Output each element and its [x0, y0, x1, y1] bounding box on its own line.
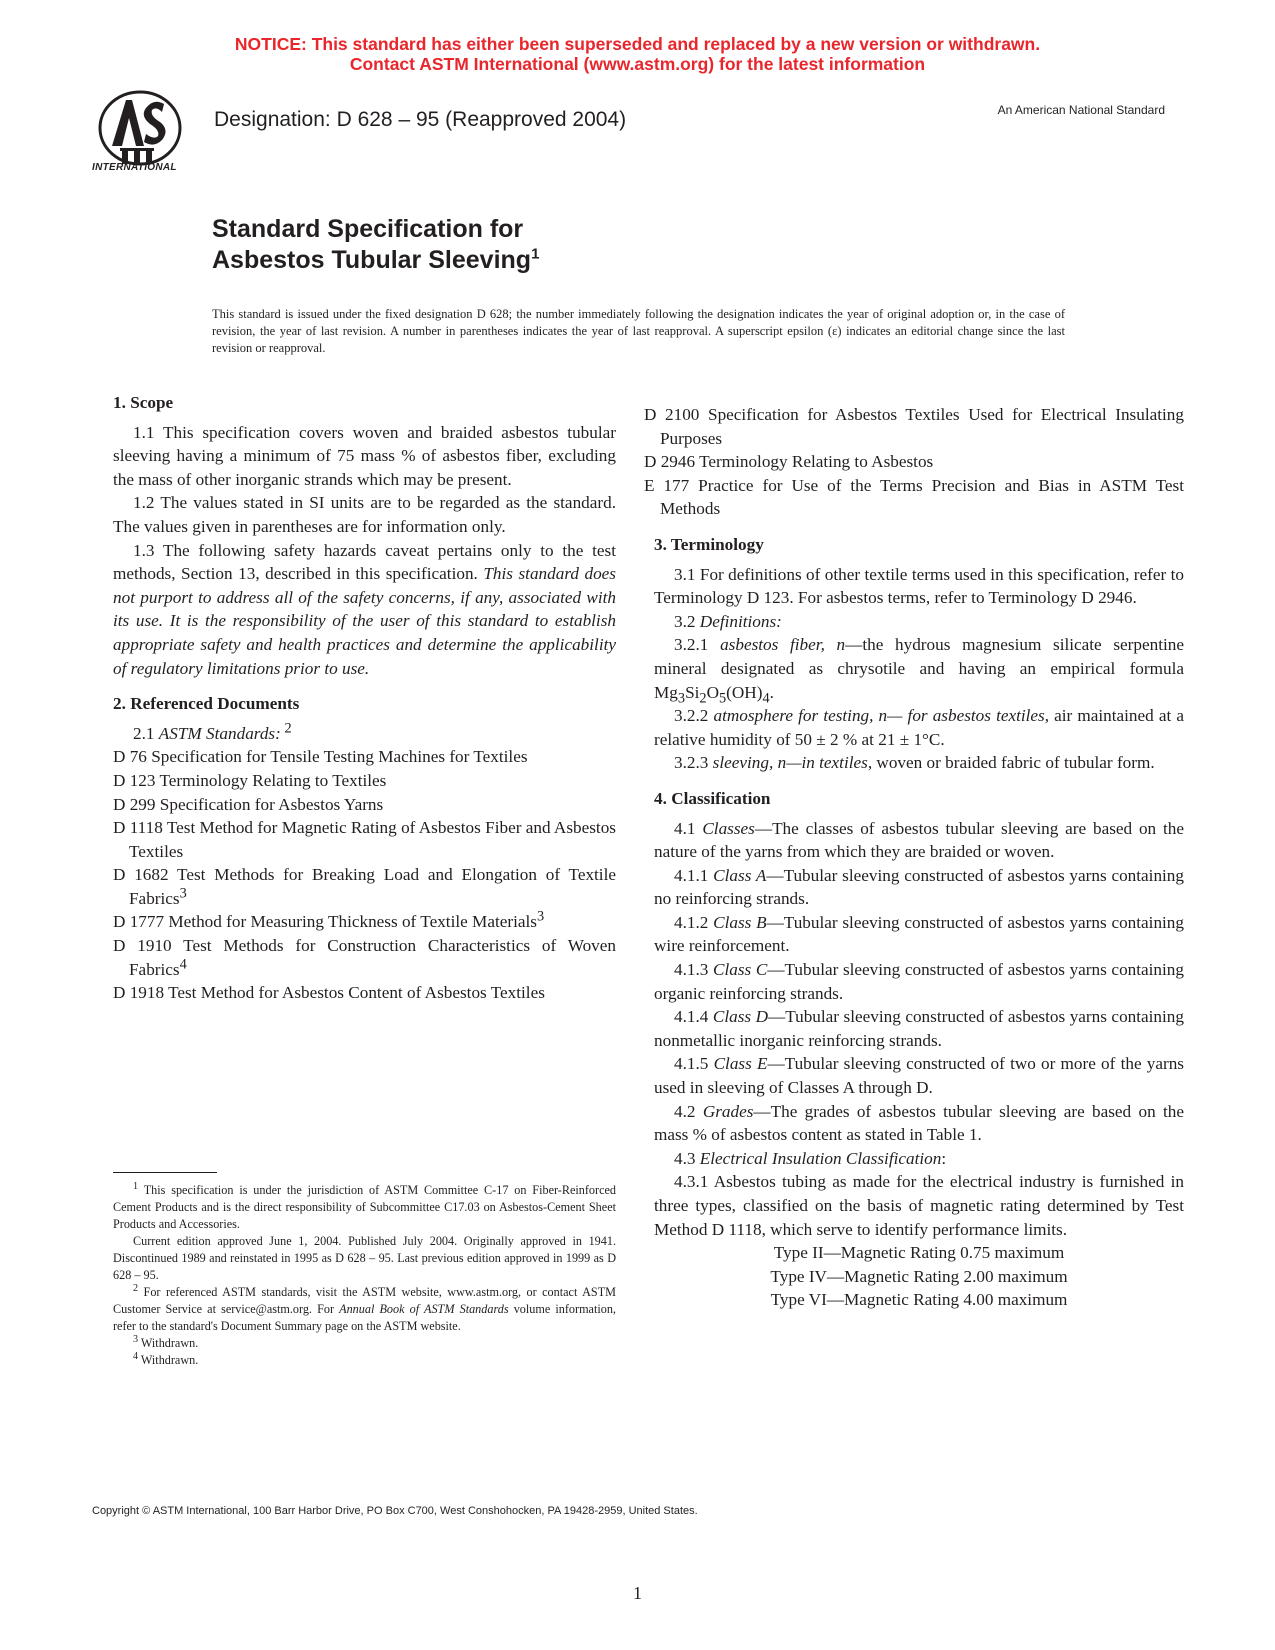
footnote-ref: 3 — [536, 908, 545, 925]
class-item — [654, 864, 1184, 911]
definition — [654, 704, 1184, 751]
paragraph: 1.1 This specification covers woven and braided asbestos tubular sleeving having a minimum of 75 mass % of asbestos fiber, excluding the mass of other inorganic strands which may be present. — [113, 422, 616, 489]
defined-term: atmosphere for testing — [713, 706, 870, 726]
class-label: Class B — [713, 912, 767, 932]
footnotes — [113, 1182, 616, 1369]
paragraph-text: —The classes of asbestos tubular sleeving are based on the nature of the yarns from which they are braided or woven. — [654, 818, 1184, 862]
title-footnote-ref: 1 — [531, 245, 540, 263]
chemical-formula: $Mg_3Si_2O_5(OH)_4$. — [654, 682, 774, 706]
paragraph-text: —The grades of asbestos tubular sleeving are based on the mass % of asbestos content as stated in Table 1. — [654, 1101, 1184, 1145]
clause-number: 4.1 — [674, 818, 703, 838]
class-item — [654, 911, 1184, 958]
logo-text: INTERNATIONAL — [92, 162, 177, 173]
designation: Designation: D 628 – 95 (Reapproved 2004) — [214, 108, 627, 131]
reference-text: D 299 Specification for Asbestos Yarns — [113, 794, 384, 814]
footnote: Current edition approved June 1, 2004. Published July 2004. Originally approved in 1941. Discontinued 1989 and reinstated in 1995 as D 628 – 95. Last previous edition approved in 1999 as D 628 – 95. — [113, 1234, 616, 1282]
class-item — [654, 958, 1184, 1005]
notice-line-2: Contact ASTM International (www.astm.org) for the latest information — [349, 54, 926, 74]
reference-text: D 1910 Test Methods for Construction Characteristics of Woven Fabrics — [113, 936, 616, 979]
clause-number: 3.2.2 — [674, 706, 714, 726]
title-line-2 — [212, 245, 539, 276]
footnote — [113, 1284, 616, 1335]
class-item — [654, 1052, 1184, 1099]
section-heading: 4. Classification — [654, 788, 771, 808]
footnote-marker: 3 — [133, 1333, 139, 1345]
footnote-marker: 1 — [133, 1180, 139, 1192]
section-heading: 2. Referenced Documents — [113, 694, 300, 714]
class-description: —Tubular sleeving constructed of asbestos yarns containing wire reinforcement. — [654, 912, 1184, 956]
reference-text: D 123 Terminology Relating to Textiles — [113, 770, 387, 790]
notice-line-1: NOTICE: This standard has either been superseded and replaced by a new version or withdrawn. — [234, 34, 1041, 54]
clause-label: Grades — [702, 1101, 754, 1121]
section-heading: 3. Terminology — [654, 534, 764, 554]
footnote-ref: 3 — [179, 885, 187, 902]
reference-text: D 1118 Test Method for Magnetic Rating of Asbestos Fiber and Asbestos Textiles — [113, 818, 616, 861]
defined-term: asbestos fiber — [720, 635, 821, 655]
clause-number: 4.1.2 — [674, 912, 714, 932]
reference-item — [113, 910, 616, 934]
reference-text: D 1777 Method for Measuring Thickness of Textile Materials — [113, 912, 537, 932]
reference-item: E 177 Practice for Use of the Terms Precision and Bias in ASTM Test Methods — [644, 475, 1184, 519]
class-list — [654, 864, 1184, 1100]
class-description: —Tubular sleeving constructed of asbestos yarns containing organic reinforcing strands. — [654, 960, 1184, 1003]
reference-item: D 2946 Terminology Relating to Asbestos — [644, 452, 934, 472]
title-line-2-text: Asbestos Tubular Sleeving — [212, 246, 532, 274]
clause-number: 4.1.3 — [674, 960, 714, 980]
type-list — [654, 1241, 1184, 1312]
right-column — [644, 403, 1184, 1312]
footnote — [113, 1335, 616, 1352]
clause-label: Classes — [702, 818, 755, 838]
definition-text: —the hydrous magnesium silicate serpentine mineral designated as chrysotile and having an empirical formula — [654, 635, 1184, 678]
astm-logo — [92, 90, 198, 182]
paragraph: 4.3.1 Asbestos tubing as made for the electrical industry is furnished in three types, classified on the basis of magnetic rating determined by Test Method D 1118, which serve to identify performance limits. — [654, 1172, 1184, 1239]
class-label: Class D — [712, 1007, 769, 1027]
copyright: Copyright © ASTM International, 100 Barr Harbor Drive, PO Box C700, West Conshohocken, PA 19428-2959, United States. — [92, 1505, 698, 1517]
clause-label: Electrical Insulation Classification — [699, 1148, 942, 1168]
clause-number: 3.2.3 — [674, 753, 713, 773]
type-item: Type II—Magnetic Rating 0.75 maximum — [773, 1243, 1065, 1263]
definition-text: , woven or braided fabric of tubular form. — [867, 753, 1155, 773]
reference-item — [113, 863, 616, 910]
reference-item — [113, 745, 616, 769]
class-description: —Tubular sleeving constructed of asbestos yarns containing no reinforcing strands. — [654, 865, 1184, 909]
class-label: Class E — [713, 1054, 768, 1074]
part-of-speech: , n — [820, 635, 846, 655]
paragraph — [113, 719, 616, 746]
section-heading: 1. Scope — [113, 393, 174, 412]
reference-item: D 2100 Specification for Asbestos Textiles Used for Electrical Insulating Purposes — [644, 405, 1184, 448]
class-item — [654, 1005, 1184, 1052]
class-description: —Tubular sleeving constructed of two or more of the yarns used in sleeving of Classes A through D. — [654, 1054, 1184, 1098]
clause-number: 4.1.4 — [674, 1007, 713, 1027]
reference-item — [113, 816, 616, 863]
type-item: Type IV—Magnetic Rating 2.00 maximum — [770, 1266, 1068, 1286]
reference-item — [113, 769, 616, 793]
reference-text: D 1918 Test Method for Asbestos Content of Asbestos Textiles — [113, 983, 545, 1003]
footnote-text: Withdrawn. — [138, 1336, 199, 1350]
footnote-text: This specification is under the jurisdiction of ASTM Committee C-17 on Fiber-Reinforced Cement Products and is the direct responsibility of Subcommittee C17.03 on Asbestos-Cement Sheet Products and Accessories. — [113, 1183, 616, 1231]
issuance-note: This standard is issued under the fixed designation D 628; the number immediately following the designation indicates the year of original adoption or, in the case of revision, the year of last revision. A number in parentheses indicates the year of last reapproval. A superscript epsilon (ε) indicates an editorial change since the last revision or reapproval. — [212, 307, 1065, 355]
page-title — [212, 214, 539, 276]
clause-number: 3.2 — [674, 611, 700, 631]
part-of-speech: , n—in textiles — [769, 753, 868, 773]
footnote-divider — [113, 1172, 217, 1173]
footnote-italic: Annual Book of ASTM Standards — [339, 1302, 509, 1316]
paragraph — [113, 539, 616, 681]
reference-text: D 1682 Test Methods for Breaking Load and Elongation of Textile Fabrics — [113, 865, 616, 908]
footnote — [113, 1182, 616, 1233]
paragraph: 1.2 The values stated in SI units are to be regarded as the standard. The values given in parentheses are for information only. — [113, 493, 616, 536]
clause-label: ASTM Standards: — [158, 723, 281, 743]
defined-term: sleeving — [712, 753, 769, 773]
footnote-text: Withdrawn. — [138, 1353, 199, 1367]
footnote-marker: 2 — [133, 1282, 139, 1294]
page-number: 1 — [633, 1583, 642, 1603]
title-line-1: Standard Specification for — [212, 215, 524, 243]
footnote-ref: 2 — [280, 719, 292, 736]
clause-number: 4.3 — [674, 1148, 700, 1168]
clause-number: 4.1.1 — [674, 865, 714, 885]
clause-number: 4.1.5 — [674, 1054, 714, 1074]
paragraph — [654, 1100, 1184, 1147]
definition — [654, 633, 1184, 704]
safety-caveat: This standard does not purport to address all of the safety concerns, if any, associated with its use. It is the responsibility of the user of this standard to establish appropriate safety and health practices and determine the applicability of regulatory limitations prior to use. — [113, 564, 616, 678]
definition-text: , air maintained at a relative humidity of 50 ± 2 % at 21 ± 1°C. — [654, 706, 1184, 749]
paragraph-text: 1.3 The following safety hazards caveat pertains only to the test methods, Section 13, described in this specification. — [113, 540, 616, 584]
reference-text: D 76 Specification for Tensile Testing Machines for Textiles — [113, 747, 528, 767]
national-standard-label: An American National Standard — [997, 103, 1165, 117]
footnote-text: For referenced ASTM standards, visit the ASTM website, www.astm.org, or contact ASTM Customer Service at service@astm.org. For — [113, 1285, 616, 1316]
reference-item — [113, 934, 616, 981]
paragraph: 4.3 Electrical Insulation Classification: — [674, 1148, 947, 1168]
part-of-speech: , n— for asbestos textiles — [869, 706, 1045, 726]
clause-number: 2.1 — [133, 723, 159, 743]
class-description: —Tubular sleeving constructed of asbestos yarns containing nonmetallic inorganic reinforcing strands. — [654, 1007, 1184, 1050]
reference-list-continued — [644, 403, 1184, 521]
definition — [654, 751, 1184, 775]
withdrawal-notice — [0, 34, 1275, 74]
footnote — [113, 1352, 616, 1369]
footnote-text: volume information, refer to the standard's Document Summary page on the ASTM website. — [113, 1302, 616, 1333]
paragraph: 3.1 For definitions of other textile terms used in this specification, refer to Terminology D 123. For asbestos terms, refer to Terminology D 2946. — [654, 564, 1184, 608]
reference-list — [113, 745, 616, 1005]
clause-number: 3.2.1 — [674, 635, 721, 655]
footnote-marker: 4 — [133, 1350, 139, 1362]
reference-item — [113, 981, 616, 1005]
class-label: Class C — [713, 960, 768, 980]
left-column — [113, 393, 616, 1005]
footnote-ref: 4 — [179, 955, 187, 972]
clause-number: 4.2 — [674, 1101, 703, 1121]
class-label: Class A — [713, 865, 767, 885]
paragraph — [654, 817, 1184, 864]
type-item: Type VI—Magnetic Rating 4.00 maximum — [770, 1290, 1068, 1310]
paragraph — [654, 610, 1184, 634]
clause-label: Definitions: — [699, 611, 782, 631]
reference-item — [113, 793, 616, 817]
